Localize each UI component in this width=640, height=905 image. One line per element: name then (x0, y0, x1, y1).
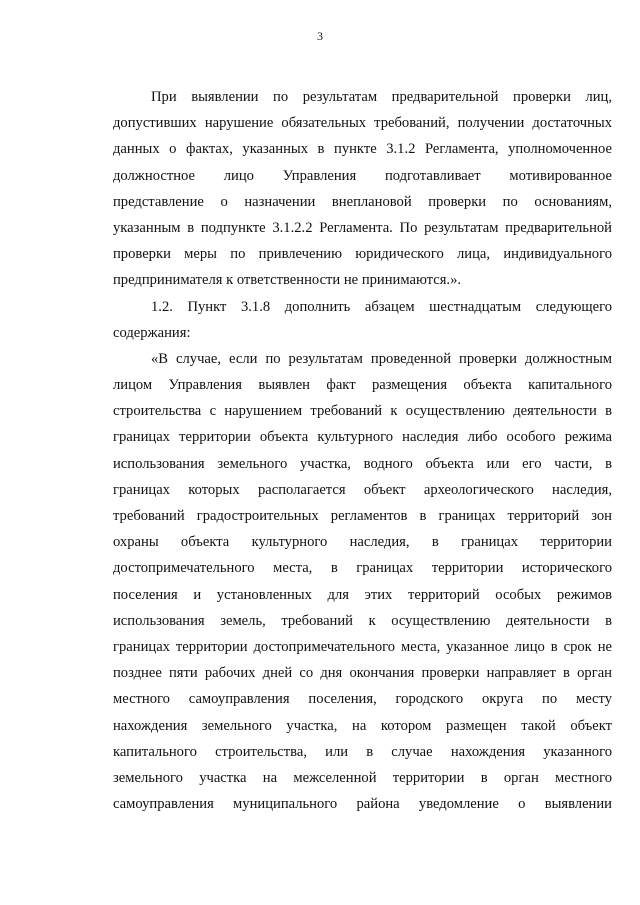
paragraph-3-line: использования земельного участка, водного объекта или его части, в (113, 455, 612, 472)
paragraph-3-line: лицом Управления выявлен факт размещения объекта капитального (113, 377, 612, 394)
paragraph-3-line: местного самоуправления поселения, городского округа по месту (113, 691, 612, 708)
paragraph-2-line: 1.2. Пункт 3.1.8 дополнить абзацем шестнадцатым следующего (151, 298, 612, 315)
paragraph-3-line: границах которых располагается объект археологического наследия, (113, 481, 612, 498)
document-body (113, 84, 612, 817)
paragraph-1-line: проверки меры по привлечению юридического лица, индивидуального (113, 246, 612, 263)
paragraph-3-line: нахождения земельного участка, на котором размещен такой объект (113, 717, 612, 734)
paragraph-1-line: представление о назначении внеплановой проверки по основаниям, (113, 193, 612, 210)
paragraph-3-line: земельного участка на межселенной территории в орган местного (113, 769, 612, 786)
paragraph-3-line: границах территории достопримечательного места, указанное лицо в срок не (113, 638, 612, 655)
paragraph-3-line: границах территории объекта культурного наследия либо особого режима (113, 429, 612, 446)
paragraph-1-line: предпринимателя к ответственности не принимаются.». (113, 272, 462, 289)
paragraph-1-line: допустивших нарушение обязательных требований, получении достаточных (113, 115, 612, 132)
paragraph-3-line: капитального строительства, или в случае нахождения указанного (113, 743, 612, 760)
paragraph-2-line: содержания: (113, 324, 191, 341)
paragraph-3-line: охраны объекта культурного наследия, в границах территории (113, 534, 612, 551)
paragraph-3-line: самоуправления муниципального района уведомление о выявлении (113, 796, 612, 813)
page-number: 3 (317, 29, 323, 43)
paragraph-3-line: «В случае, если по результатам проведенной проверки должностным (151, 350, 612, 367)
paragraph-3-line: использования земель, требований к осуществлению деятельности в (113, 612, 612, 629)
paragraph-1-line: должностное лицо Управления подготавливает мотивированное (113, 167, 612, 184)
paragraph-3-line: требований градостроительных регламентов в границах территорий зон (113, 508, 612, 524)
paragraph-1-line: При выявлении по результатам предварительной проверки лиц, (151, 89, 612, 105)
paragraph-3-line: строительства с нарушением требований к осуществлению деятельности в (113, 403, 612, 420)
paragraph-3-line: позднее пяти рабочих дней со дня окончания проверки направляет в орган (113, 665, 612, 682)
paragraph-3-line: достопримечательного места, в границах территории исторического (113, 560, 612, 577)
paragraph-3-line: поселения и установленных для этих территорий особых режимов (113, 586, 612, 603)
paragraph-1-line: указанным в подпункте 3.1.2.2 Регламента. По результатам предварительной (113, 219, 612, 236)
paragraph-1-line: данных о фактах, указанных в пункте 3.1.2 Регламента, уполномоченное (113, 141, 612, 158)
